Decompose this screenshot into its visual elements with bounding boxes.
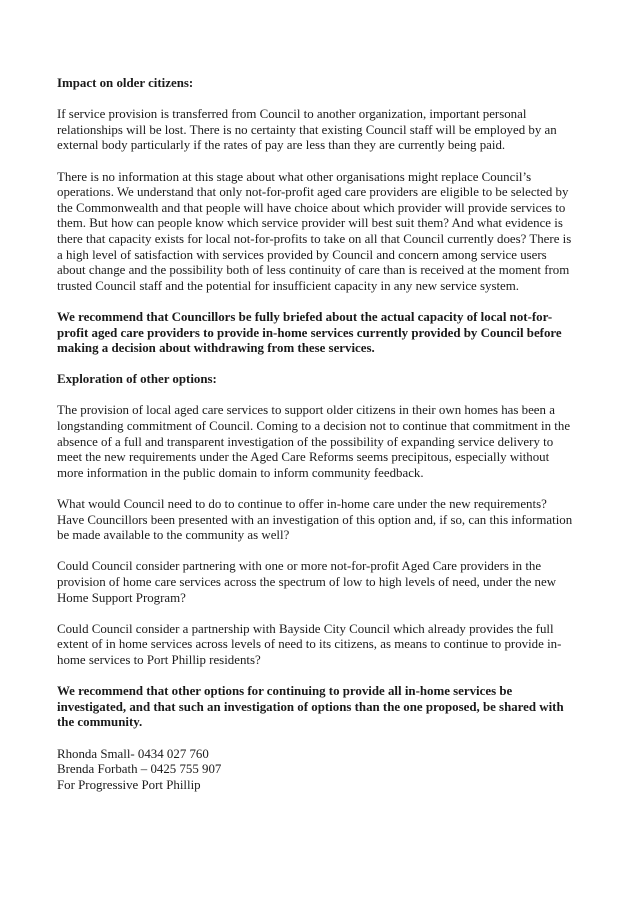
signature-organisation: For Progressive Port Phillip [57, 777, 201, 792]
recommendation-brief-councillors: We recommend that Councillors be fully briefed about the actual capacity of local not-for-profit aged care providers to provide in-home services currently provided by Council before making a decision about withdrawing from these services. [57, 309, 562, 356]
heading-impact-on-older-citizens: Impact on older citizens: [57, 76, 194, 90]
paragraph-relationships: If service provision is transferred from Council to another organization, important personal relationships will be lost. There is no certainty that existing Council staff will be employed by an external body particularly if the rates of pay are less than they are currently being paid. [57, 107, 557, 153]
signature-brenda-forbath: Brenda Forbath – 0425 755 907 [57, 762, 222, 777]
paragraph-longstanding-commitment: The provision of local aged care services to support older citizens in their own homes has been a longstanding commitment of Council. Coming to a decision not to continue that commitment in the absence of a full and transparent investigation of the possibility of expanding service delivery to meet the new requirements under the Aged Care Reforms seems precipitous, especially without more information in the public domain to inform community feedback. [57, 403, 571, 480]
recommendation-investigate-options: We recommend that other options for continuing to provide all in-home services be investigated, and that such an investigation of options than the one proposed, be shared with the community. [57, 684, 564, 730]
heading-exploration-of-options: Exploration of other options: [57, 372, 217, 387]
paragraph-bayside-partnership: Could Council consider a partnership with Bayside City Council which already provides the full extent of in home services across levels of need to its citizens, as means to continue to provide in-home services to Port Phillip residents? [57, 621, 562, 667]
paragraph-partnering-providers: Could Council consider partnering with one or more not-for-profit Aged Care providers in the provision of home care services across the spectrum of low to high levels of need, under the new Home Support Program? [57, 559, 557, 605]
document-page [57, 76, 577, 793]
paragraph-replacement-organisations: There is no information at this stage about what other organisations might replace Council’s operations. We understand that only not-for-profit aged care providers are eligible to be selected by the Commonwealth and that people will have choice about which provider will provide services to them. But how can people know which service provider will best suit them? And what evidence is there that capacity exists for local not-for-profits to take on all that Council currently does? There is a high level of satisfaction with services provided by Council and concern among service users about change and the possibility both of less continuity of care than is received at the moment from trusted Council staff and the potential for insufficient capacity in any new service system. [57, 169, 572, 293]
signature-block [57, 747, 577, 794]
signature-rhonda-small: Rhonda Small- 0434 027 760 [57, 746, 209, 761]
paragraph-continue-in-home-care: What would Council need to do to continue to offer in-home care under the new requirements? Have Councillors been presented with an investigation of this option and, if so, can this information be made available to the community as well? [57, 497, 573, 543]
